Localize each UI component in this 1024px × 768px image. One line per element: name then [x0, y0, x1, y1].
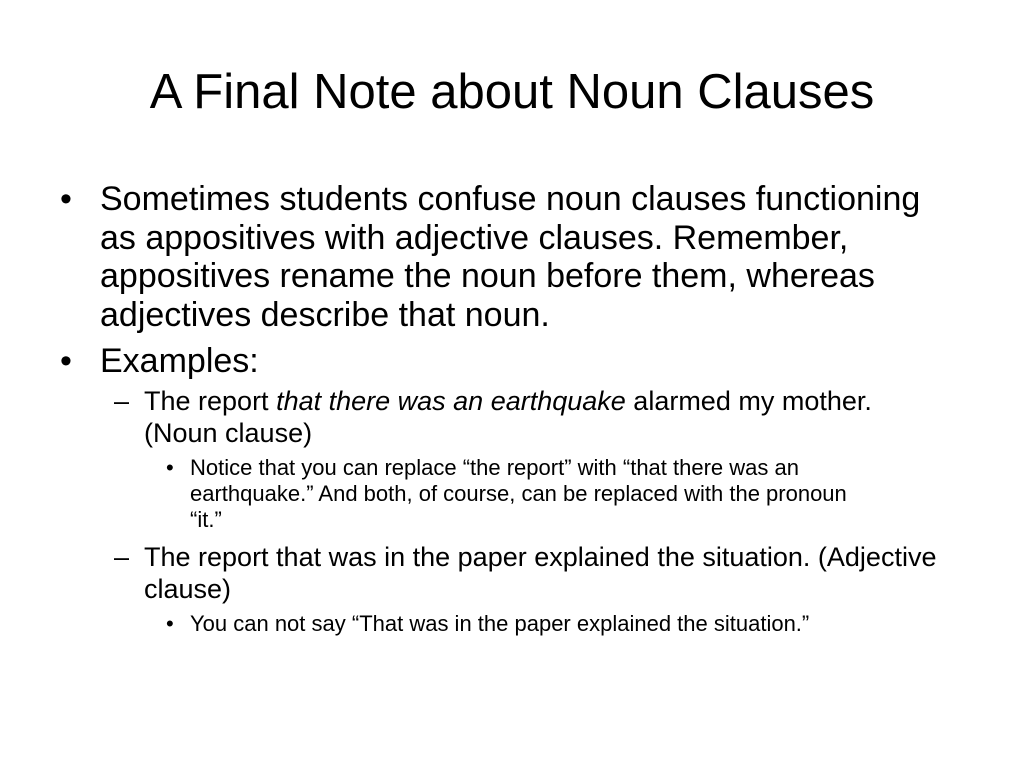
example-italic-clause: that there was an earthquake [276, 385, 626, 416]
example-text-end: alarmed my mother. (Noun clause) [144, 385, 872, 448]
bullet-item [58, 180, 958, 334]
bullet-marker: • [60, 180, 72, 218]
bullet-marker: • [166, 454, 174, 480]
bullet-item [58, 342, 958, 381]
note-text: Notice that you can replace “the report” with “that there was an earthquake.” And both, of course, can be replaced with the pronoun “it.” [190, 454, 847, 532]
example-item [100, 385, 958, 449]
example-text-start: The report [144, 385, 277, 416]
dash-marker: – [114, 385, 130, 416]
note-text: You can not say “That was in the paper explained the situation.” [190, 610, 810, 636]
bullet-text: Sometimes students confuse noun clauses functioning as appositives with adjective clauses. Remember, appositives rename the noun before them, whereas adjectives describe that noun. [100, 180, 921, 334]
slide-title: A Final Note about Noun Clauses [149, 65, 875, 119]
bullet-marker: • [166, 610, 174, 636]
bullet-text: Examples: [100, 342, 259, 380]
note-item [144, 455, 880, 533]
dash-marker: – [114, 541, 130, 572]
slide-body [58, 180, 958, 645]
example-text [144, 385, 949, 449]
example-text: The report that was in the paper explained the situation. (Adjective clause) [144, 541, 937, 604]
note-item [144, 611, 880, 637]
bullet-marker: • [60, 342, 72, 380]
example-item [100, 541, 958, 605]
